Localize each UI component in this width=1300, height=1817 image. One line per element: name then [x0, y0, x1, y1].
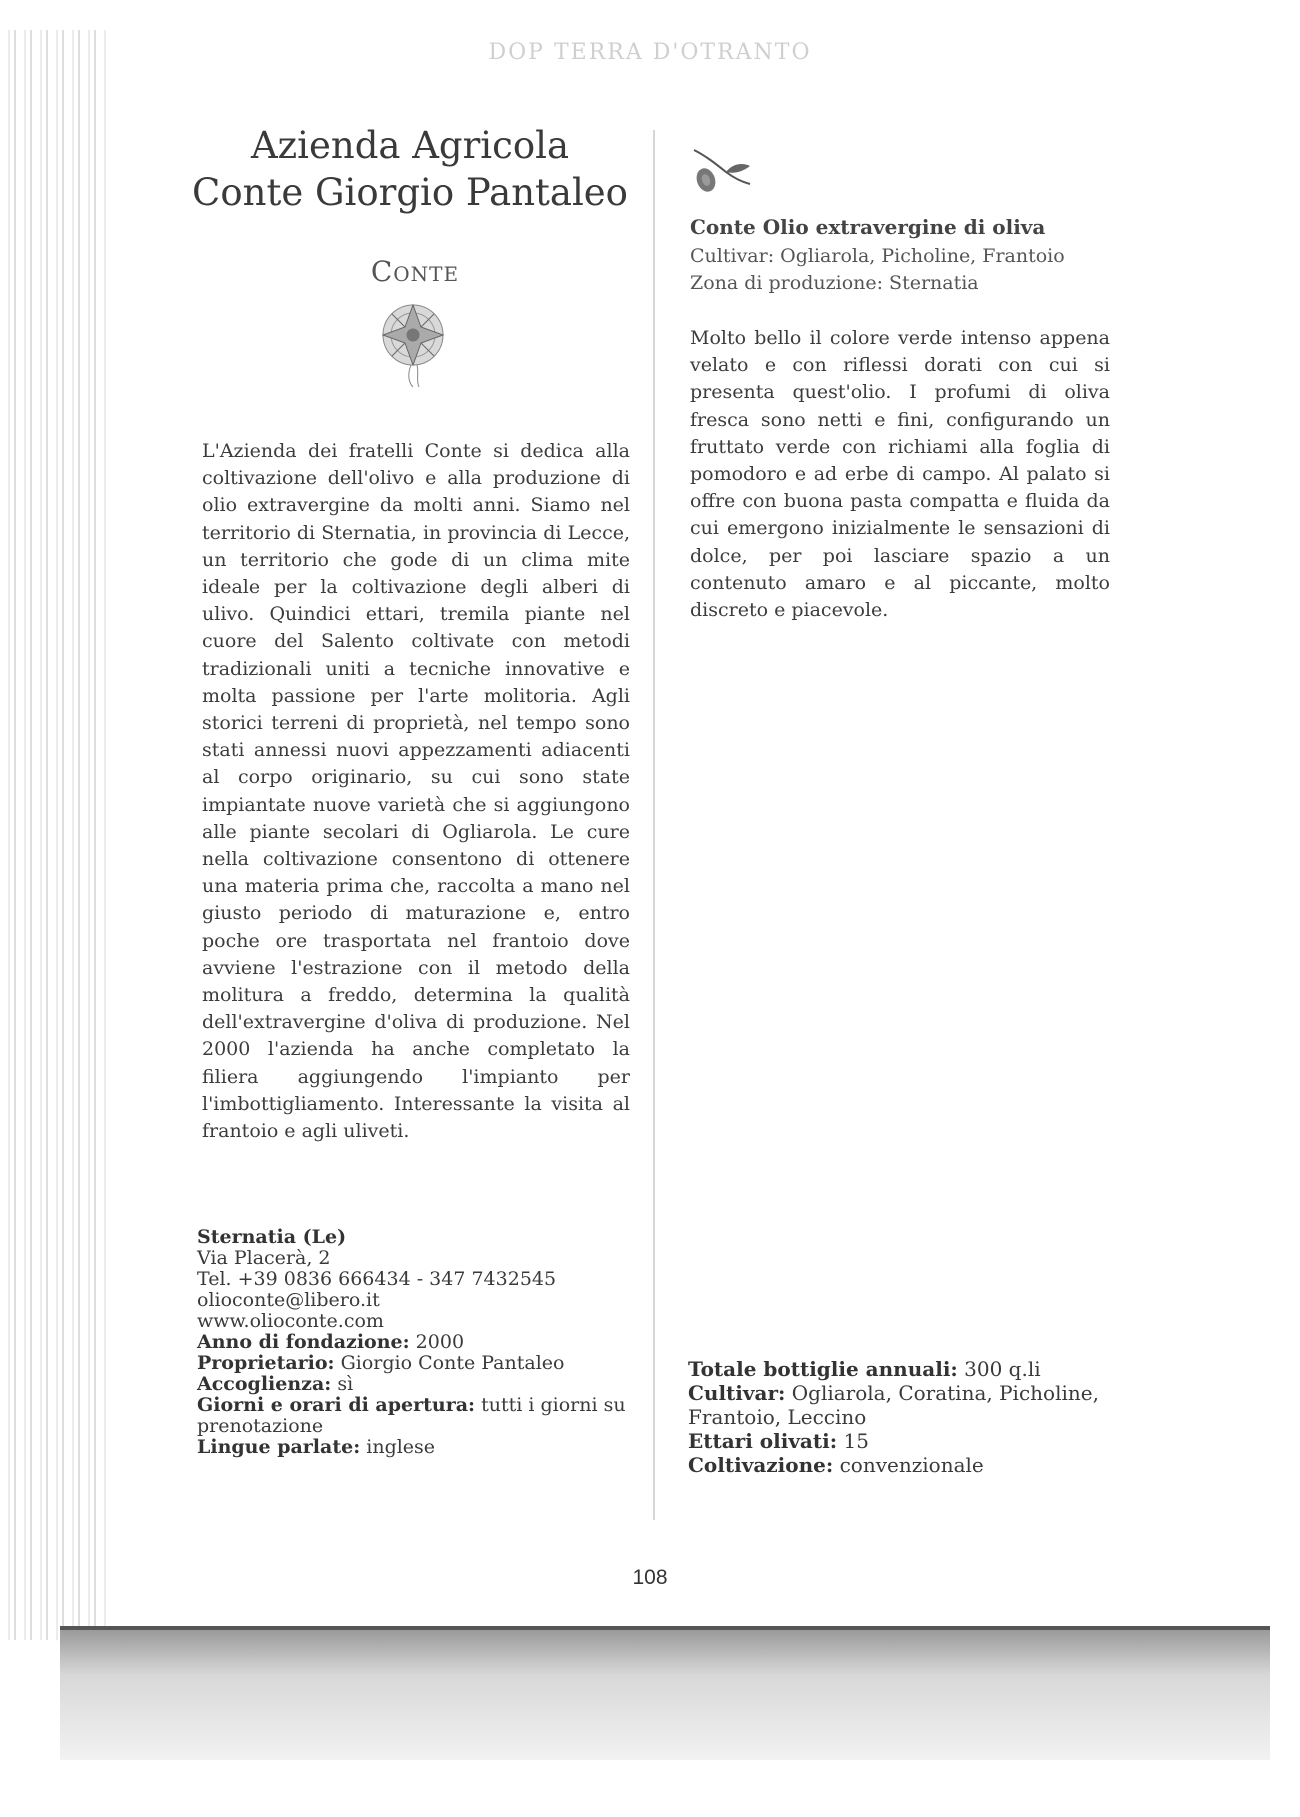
- company-description: L'Azienda dei fratelli Conte si dedica alla coltivazione dell'olivo e alla produzione di olio extravergine da molti anni. Siamo nel territorio di Sternatia, in provincia di Lecce, un territorio che gode di un clima mite ideale per la coltivazione degli alberi di ulivo. Quindici ettari, tremila piante nel cuore del Salento coltivate con metodi tradizionali uniti a tecniche innovative e molta passione per l'arte molitoria. Agli storici terreni di proprietà, nel tempo sono stati annessi nuovi appezzamenti adiacenti al corpo originario, su cui sono state impiantate nuove varietà che si aggiungono alle piante secolari di Ogliarola. Le cure nella coltivazione consentono di ottenere una materia prima che, raccolta a mano nel giusto periodo di maturazione e, entro poche ore trasportata nel frantoio dove avviene l'estrazione con il metodo della molitura a freddo, determina la qualità dell'extravergine d'oliva di produzione. Nel 2000 l'azienda ha anche completato la filiera aggiungendo l'impianto per l'imbottigliamento. Interessante la visita al frantoio e agli uliveti.: [202, 440, 630, 1143]
- contact-block: [197, 1227, 637, 1458]
- product-cultivar: Cultivar: Ogliarola, Picholine, Frantoio: [690, 245, 1065, 267]
- founded-value: 2000: [409, 1331, 465, 1353]
- running-header: DOP TERRA D'OTRANTO: [488, 40, 812, 65]
- hospitality-label: Accoglienza:: [197, 1373, 332, 1395]
- bottles-label: Totale bottiglie annuali:: [688, 1357, 958, 1381]
- owner-value: Giorgio Conte Pantaleo: [334, 1352, 565, 1374]
- rosette-seal-icon: [350, 255, 480, 415]
- company-logo: [350, 255, 480, 415]
- olive-branch-icon: [686, 146, 752, 198]
- company-title-line1: Azienda Agricola: [250, 124, 570, 167]
- stats-block: [688, 1357, 1108, 1477]
- product-zone: Zona di produzione: Sternatia: [690, 272, 979, 294]
- languages-row: [197, 1437, 637, 1458]
- contact-phone: Tel. +39 0836 666434 - 347 7432545: [197, 1268, 557, 1290]
- scan-binding-edge: [0, 30, 110, 1640]
- hours-row: [197, 1395, 637, 1437]
- contact-email[interactable]: olioconte@libero.it: [197, 1289, 380, 1311]
- logo-text: Conte: [370, 255, 460, 288]
- cultivar-value: Ogliarola, Coratina, Picholine, Frantoio, Leccino: [688, 1381, 1099, 1429]
- product-name: Conte Olio extravergine di oliva: [690, 215, 1046, 239]
- bottles-value: 300 q.li: [957, 1357, 1041, 1381]
- hectares-value: 15: [837, 1429, 869, 1453]
- hours-value: tutti i giorni su prenotazione: [197, 1394, 626, 1437]
- hospitality-value: sì: [331, 1373, 354, 1395]
- hours-label: Giorni e orari di apertura:: [197, 1394, 476, 1416]
- owner-label: Proprietario:: [197, 1352, 335, 1374]
- founded-row: [197, 1332, 637, 1353]
- hectares-row: [688, 1429, 1108, 1453]
- hospitality-row: [197, 1374, 637, 1395]
- scan-bottom-shadow: [60, 1630, 1270, 1760]
- company-title-line2: Conte Giorgio Pantaleo: [192, 171, 628, 214]
- contact-website[interactable]: www.olioconte.com: [197, 1310, 384, 1332]
- cultivar-label: Cultivar:: [688, 1381, 786, 1405]
- contact-town: Sternatia (Le): [197, 1226, 347, 1248]
- contact-address: Via Placerà, 2: [197, 1247, 331, 1269]
- languages-value: inglese: [360, 1436, 436, 1458]
- owner-row: [197, 1353, 637, 1374]
- hectares-label: Ettari olivati:: [688, 1429, 838, 1453]
- cultivar-row: [688, 1381, 1108, 1429]
- languages-label: Lingue parlate:: [197, 1436, 361, 1458]
- tasting-notes: Molto bello il colore verde intenso appena velato e con riflessi dorati con cui si presenta quest'olio. I profumi di oliva fresca sono netti e fini, configurando un fruttato verde con richiami alla foglia di pomodoro e ad erbe di campo. Al palato si offre con buona pasta compatta e fluida da cui emergono inizialmente le sensazioni di dolce, per poi lasciare spazio a un contenuto amaro e al piccante, molto discreto e piacevole.: [690, 327, 1110, 622]
- column-divider: [653, 130, 655, 1520]
- founded-label: Anno di fondazione:: [197, 1331, 410, 1353]
- cultivation-row: [688, 1453, 1108, 1477]
- company-title: [180, 122, 640, 216]
- cultivation-label: Coltivazione:: [688, 1453, 834, 1477]
- bottles-row: [688, 1357, 1108, 1381]
- page-number: 108: [632, 1566, 668, 1589]
- cultivation-value: convenzionale: [833, 1453, 984, 1477]
